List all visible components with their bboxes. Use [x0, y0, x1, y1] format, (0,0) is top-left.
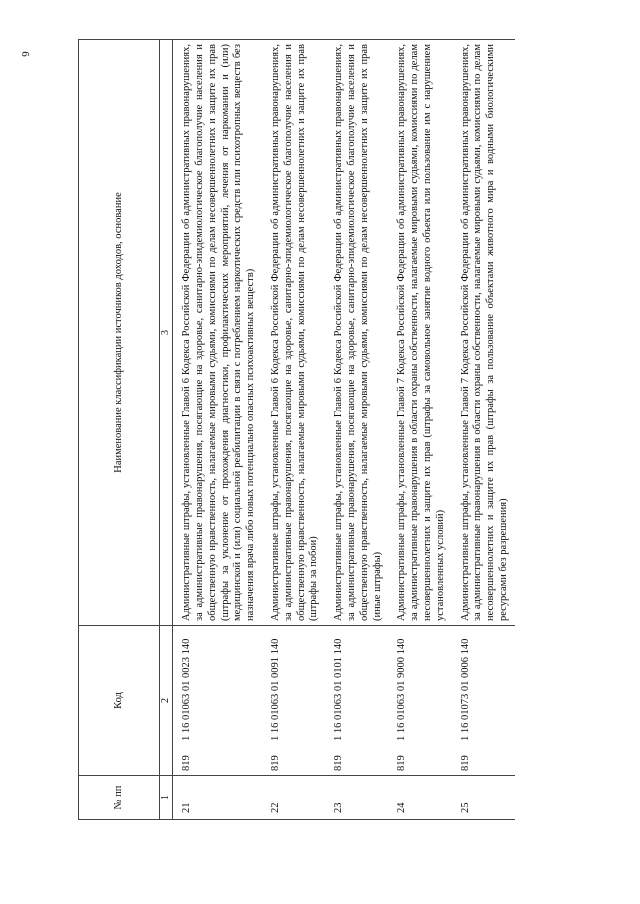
column-index-2: 2 — [160, 626, 173, 776]
row-name: Административные штрафы, установленные Главой 6 Кодекса Российской Федерации об административных правонарушениях, за административные правонарушения, посягающие на здоровье, санитарно-эпидемиологическое благополучие населения и общественную нравственность, налагаемые мировыми судьями, комиссиями по делам несовершеннолетних и защите их прав (иные штрафы) — [325, 40, 388, 626]
income-code: 1 16 01073 01 0006 140 — [459, 638, 471, 741]
rotated-table-sheet — [78, 40, 613, 820]
income-code: 1 16 01063 01 0091 140 — [269, 638, 281, 741]
row-number: 23 — [325, 776, 388, 820]
header-name: Наименование классификации источников доходов, основание — [79, 40, 160, 626]
row-name: Административные штрафы, установленные Главой 7 Кодекса Российской Федерации об административных правонарушениях, за административные правонарушения в области охраны собственности, налагаемые мировыми судьями, комиссиями по делам несовершеннолетних и защите их прав (штрафы за самовольное занятие водного объекта или пользование им с нарушением установленных условий) — [388, 40, 451, 626]
row-code-cell — [325, 626, 388, 776]
row-number: 25 — [452, 776, 515, 820]
table-row — [173, 40, 262, 820]
admin-code: 819 — [333, 755, 345, 771]
table-row — [262, 40, 325, 820]
table-row — [388, 40, 451, 820]
row-code-cell — [452, 626, 515, 776]
income-code: 1 16 01063 01 0023 140 — [181, 638, 193, 741]
table-row — [325, 40, 388, 820]
table-header-row — [79, 40, 160, 820]
page-number: 6 — [18, 51, 31, 57]
income-code: 1 16 01063 01 9000 140 — [396, 638, 408, 741]
row-code-cell — [173, 626, 262, 776]
column-index-row — [160, 40, 173, 820]
row-number: 22 — [262, 776, 325, 820]
row-code-cell — [388, 626, 451, 776]
header-code: Код — [79, 626, 160, 776]
column-index-3: 3 — [160, 40, 173, 626]
row-name: Административные штрафы, установленные Главой 6 Кодекса Российской Федерации об административных правонарушениях, за административные правонарушения, посягающие на здоровье, санитарно-эпидемиологическое благополучие населения и общественную нравственность, налагаемые мировыми судьями, комиссиями по делам несовершеннолетних и защите их прав (штрафы за уклонение от прохождения диагностики, профилактических мероприятий, лечения от наркомании и (или) медицинской и (или) социальной реабилитации в связи с потреблением наркотических средств или психотропных веществ без назначения врача либо новых потенциально опасных психоактивных веществ) — [173, 40, 262, 626]
admin-code: 819 — [269, 755, 281, 771]
row-code-cell — [262, 626, 325, 776]
row-number: 24 — [388, 776, 451, 820]
row-name: Административные штрафы, установленные Главой 7 Кодекса Российской Федерации об административных правонарушениях, за административные правонарушения в области охраны собственности, налагаемые мировыми судьями, комиссиями по делам несовершеннолетних и защите их прав (штрафы за пользование объектами животного мира и водными биологическими ресурсами без разрешения) — [452, 40, 515, 626]
row-name: Административные штрафы, установленные Главой 6 Кодекса Российской Федерации об административных правонарушениях, за административные правонарушения, посягающие на здоровье, санитарно-эпидемиологическое благополучие населения и общественную нравственность, налагаемые мировыми судьями, комиссиями по делам несовершеннолетних и защите их прав (штрафы за побои) — [262, 40, 325, 626]
admin-code: 819 — [181, 755, 193, 771]
column-index-1: 1 — [160, 776, 173, 820]
income-classification-table — [78, 39, 515, 820]
income-code: 1 16 01063 01 0101 140 — [333, 638, 345, 741]
admin-code: 819 — [459, 755, 471, 771]
row-number: 21 — [173, 776, 262, 820]
admin-code: 819 — [396, 755, 408, 771]
table-row — [452, 40, 515, 820]
header-num: № пп — [79, 776, 160, 820]
